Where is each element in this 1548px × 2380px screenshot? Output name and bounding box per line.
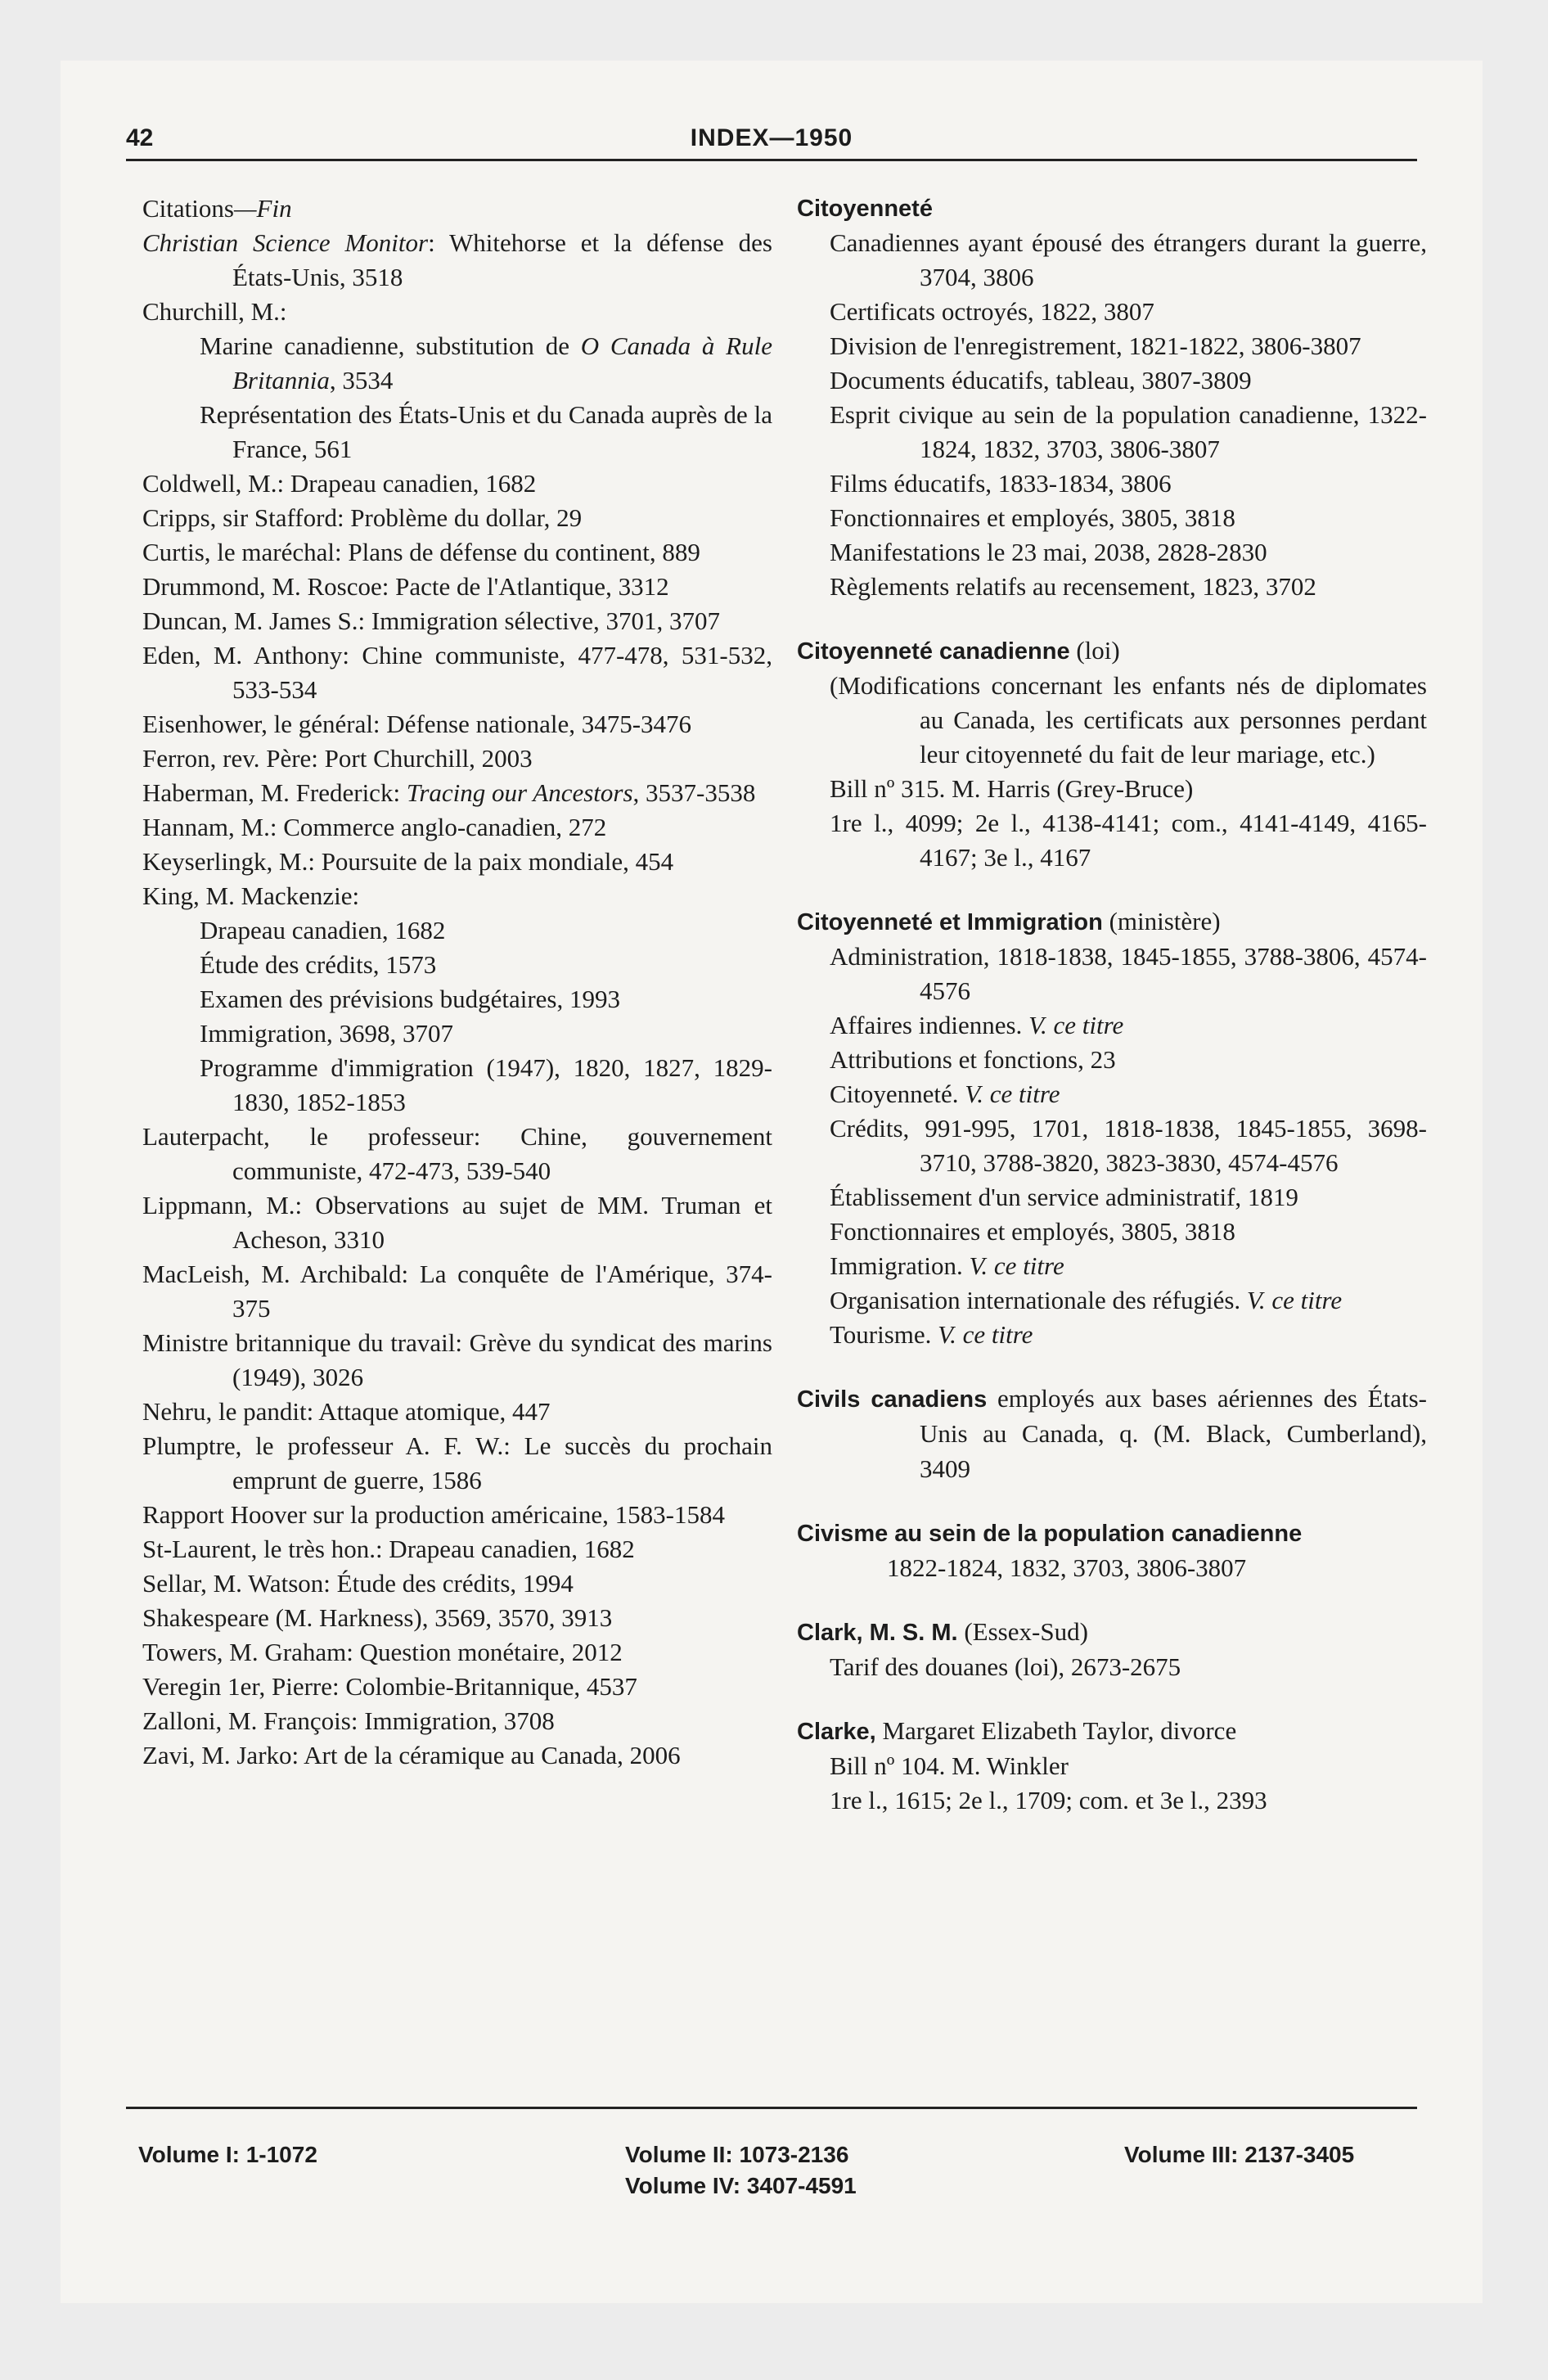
entry-text: Shakespeare (M. Harkness), 3569, 3570, 3913 (142, 1603, 613, 1632)
left-column (142, 192, 772, 1773)
heading-term: Citoyenneté et Immigration (797, 909, 1103, 935)
index-heading-group (797, 1382, 1427, 1487)
index-entry (142, 1257, 772, 1326)
index-entry (797, 501, 1427, 535)
index-entry (142, 501, 772, 535)
entry-text: Documents éducatifs, tableau, 3807-3809 (830, 366, 1252, 394)
index-entry (797, 1318, 1427, 1352)
entry-text: Fonctionnaires et employés, 3805, 3818 (830, 503, 1235, 532)
index-entry (797, 467, 1427, 501)
entry-text: 1822-1824, 1832, 3703, 3806-3807 (887, 1553, 1247, 1582)
index-entry (142, 226, 772, 295)
entry-text: Étude des crédits, 1573 (200, 950, 437, 979)
entry-text: Affaires indiennes. (830, 1011, 1029, 1039)
entry-text: Bill nº 104. M. Winkler (830, 1751, 1069, 1780)
entry-text: Attributions et fonctions, 23 (830, 1045, 1116, 1074)
entry-text: Esprit civique au sein de la population canadienne, 1322-1824, 1832, 3703, 3806-3807 (830, 400, 1427, 463)
entry-text: Hannam, M.: Commerce anglo-canadien, 272 (142, 813, 607, 841)
entry-text: Eden, M. Anthony: Chine communiste, 477-478, 531-532, 533-534 (142, 641, 772, 704)
entry-text: Keyserlingk, M.: Poursuite de la paix mondiale, 454 (142, 847, 674, 876)
index-heading (797, 192, 1427, 226)
entry-text: Towers, M. Graham: Question monétaire, 2012 (142, 1638, 623, 1666)
index-entry (142, 398, 772, 467)
entry-suffix: , 3534 (329, 366, 394, 394)
index-entry (797, 1215, 1427, 1249)
entry-text: Organisation internationale des réfugiés. (830, 1286, 1247, 1314)
entry-text: Tourisme. (830, 1320, 938, 1349)
index-entry (142, 845, 772, 879)
entry-text: Zavi, M. Jarko: Art de la céramique au Canada, 2006 (142, 1741, 681, 1769)
index-entry (797, 363, 1427, 398)
entry-text: Manifestations le 23 mai, 2038, 2828-2830 (830, 538, 1267, 566)
heading-term: Clarke, (797, 1719, 876, 1745)
index-entry (142, 1738, 772, 1773)
index-entry (142, 604, 772, 638)
index-entry (142, 1566, 772, 1601)
entry-text: (Modifications concernant les enfants nés de diplomates au Canada, les certificats aux personnes perdant leur citoyenneté du fait de leur mariage, etc.) (830, 671, 1427, 769)
entry-text: Tarif des douanes (loi), 2673-2675 (830, 1652, 1181, 1681)
entry-italic: V. ce titre (965, 1080, 1060, 1108)
index-entry (142, 467, 772, 501)
entry-text: Sellar, M. Watson: Étude des crédits, 1994 (142, 1569, 574, 1598)
page-number: 42 (126, 124, 154, 151)
entry-title-italic: Christian Science Monitor (142, 228, 429, 257)
index-entry (797, 1783, 1427, 1818)
entry-text: MacLeish, M. Archibald: La conquête de l'Amérique, 374-375 (142, 1260, 772, 1323)
index-heading-group (797, 1517, 1427, 1585)
footer-volume-3: Volume III: 2137-3405 (1124, 2142, 1355, 2167)
index-entry (142, 1016, 772, 1051)
page-sheet (61, 61, 1483, 2303)
index-entry (142, 295, 772, 329)
entry-text: Fonctionnaires et employés, 3805, 3818 (830, 1217, 1235, 1246)
heading-term: Clark, M. S. M. (797, 1620, 958, 1646)
index-heading-group (797, 904, 1427, 1352)
heading-term: Citoyenneté canadienne (797, 638, 1070, 665)
index-heading-group (797, 633, 1427, 875)
entry-text: Drapeau canadien, 1682 (200, 916, 446, 944)
entry-text: Eisenhower, le général: Défense nationale, 3475-3476 (142, 710, 692, 738)
index-entry (142, 535, 772, 570)
index-entry (797, 1749, 1427, 1783)
entry-text: Films éducatifs, 1833-1834, 3806 (830, 469, 1172, 498)
heading-term: Citoyenneté (797, 196, 933, 222)
heading-term: Civils canadiens (797, 1386, 988, 1413)
entry-text: Établissement d'un service administratif, 1819 (830, 1183, 1298, 1211)
entry-text: Examen des prévisions budgétaires, 1993 (200, 985, 620, 1013)
entry-italic: V. ce titre (969, 1251, 1064, 1280)
index-heading (797, 1382, 1427, 1487)
heading-qualifier: (loi) (1069, 636, 1120, 665)
entry-suffix: , 3537-3538 (632, 778, 756, 807)
index-heading (797, 1714, 1427, 1749)
page-header (126, 110, 1417, 161)
index-entry (797, 1077, 1427, 1111)
entry-text: Administration, 1818-1838, 1845-1855, 3788-3806, 4574-4576 (830, 942, 1427, 1005)
heading-qualifier: (ministère) (1102, 907, 1221, 935)
entry-text: Lippmann, M.: Observations au sujet de MM. Truman et Acheson, 3310 (142, 1191, 772, 1254)
entry-text: Lauterpacht, le professeur: Chine, gouvernement communiste, 472-473, 539-540 (142, 1122, 772, 1185)
index-entry (797, 669, 1427, 772)
entry-text: Zalloni, M. François: Immigration, 3708 (142, 1706, 555, 1735)
footer-volume-2: Volume II: 1073-2136 (625, 2142, 849, 2167)
index-entry (797, 295, 1427, 329)
entry-text: Canadiennes ayant épousé des étrangers durant la guerre, 3704, 3806 (830, 228, 1427, 291)
index-entry (142, 1326, 772, 1395)
entry-text: Immigration. (830, 1251, 970, 1280)
entry-text: Immigration, 3698, 3707 (200, 1019, 453, 1048)
index-entry (142, 570, 772, 604)
index-entry (142, 948, 772, 982)
index-entry (797, 329, 1427, 363)
entry-text: Churchill, M.: (142, 297, 287, 326)
index-heading-group (797, 192, 1427, 604)
footer-rule (126, 2107, 1417, 2109)
entry-text: Curtis, le maréchal: Plans de défense du continent, 889 (142, 538, 700, 566)
entry-italic: O Canada à Rule Britannia (232, 331, 772, 394)
index-entry (142, 982, 772, 1016)
entry-text: 1re l., 4099; 2e l., 4138-4141; com., 4141-4149, 4165-4167; 3e l., 4167 (830, 809, 1427, 872)
index-heading-group (797, 1714, 1427, 1818)
entry-text: Coldwell, M.: Drapeau canadien, 1682 (142, 469, 537, 498)
entry-text: Cripps, sir Stafford: Problème du dollar, 29 (142, 503, 583, 532)
continuation-suffix: —Fin (233, 194, 292, 223)
entry-text: Haberman, M. Frederick: (142, 778, 407, 807)
index-entry (142, 1704, 772, 1738)
continuation-heading-text: Citations (142, 194, 234, 223)
index-entry (797, 940, 1427, 1008)
index-entry (142, 1429, 772, 1498)
index-entry (797, 570, 1427, 604)
index-entry (797, 535, 1427, 570)
index-entry (797, 1650, 1427, 1684)
entry-text: Ministre britannique du travail: Grève du syndicat des marins (1949), 3026 (142, 1328, 772, 1391)
index-entry (142, 1120, 772, 1188)
index-entry (797, 1551, 1427, 1585)
index-entry (797, 1283, 1427, 1318)
index-entry (797, 1249, 1427, 1283)
entry-italic: V. ce titre (938, 1320, 1033, 1349)
index-entry (142, 1670, 772, 1704)
right-column (797, 192, 1427, 1818)
entry-text: Citoyenneté. (830, 1080, 965, 1108)
index-entry (797, 1111, 1427, 1180)
footer-volume-1: Volume I: 1-1072 (138, 2142, 317, 2167)
index-heading (797, 633, 1427, 669)
entry-text: Veregin 1er, Pierre: Colombie-Britannique, 4537 (142, 1672, 637, 1701)
entry-text: Règlements relatifs au recensement, 1823, 3702 (830, 572, 1316, 601)
entry-text: Ferron, rev. Père: Port Churchill, 2003 (142, 744, 533, 773)
entry-text: King, M. Mackenzie: (142, 881, 360, 910)
heading-qualifier: (Essex-Sud) (957, 1617, 1088, 1646)
footer-volumes-2-4 (625, 2139, 857, 2202)
index-entry (797, 772, 1427, 806)
index-entry (142, 913, 772, 948)
entry-text: Plumptre, le professeur A. F. W.: Le succès du prochain emprunt de guerre, 1586 (142, 1431, 772, 1494)
heading-qualifier: employés aux bases aériennes des États-Unis au Canada, q. (M. Black, Cumberland), 3409 (920, 1384, 1427, 1483)
index-entry (142, 707, 772, 741)
entry-text: : Whitehorse et la défense des États-Unis, 3518 (232, 228, 772, 291)
index-entry (142, 1601, 772, 1635)
entry-italic: V. ce titre (1246, 1286, 1343, 1314)
heading-qualifier: Margaret Elizabeth Taylor, divorce (875, 1716, 1237, 1745)
index-entry (142, 638, 772, 707)
index-entry (797, 1043, 1427, 1077)
index-heading (797, 1517, 1427, 1551)
index-entry (142, 1051, 772, 1120)
index-entry (797, 1008, 1427, 1043)
entry-italic: Tracing our Ancestors (406, 778, 633, 807)
entry-text: Programme d'immigration (1947), 1820, 1827, 1829-1830, 1852-1853 (200, 1053, 772, 1116)
entry-text: Bill nº 315. M. Harris (Grey-Bruce) (830, 774, 1194, 803)
index-entry (142, 329, 772, 398)
index-entry (142, 810, 772, 845)
entry-text: St-Laurent, le très hon.: Drapeau canadien, 1682 (142, 1535, 635, 1563)
index-entry (797, 226, 1427, 295)
entry-text: Certificats octroyés, 1822, 3807 (830, 297, 1154, 326)
index-heading (797, 904, 1427, 940)
index-entry (142, 1635, 772, 1670)
continuation-heading (142, 192, 772, 226)
index-entry (142, 776, 772, 810)
entry-text: 1re l., 1615; 2e l., 1709; com. et 3e l., 2393 (830, 1786, 1267, 1814)
index-entry (797, 806, 1427, 875)
entry-text: Rapport Hoover sur la production américaine, 1583-1584 (142, 1500, 725, 1529)
entry-text: Division de l'enregistrement, 1821-1822, 3806-3807 (830, 331, 1361, 360)
running-title: INDEX—1950 (690, 124, 853, 151)
index-entry (142, 1532, 772, 1566)
entry-text: Nehru, le pandit: Attaque atomique, 447 (142, 1397, 551, 1426)
entry-text: Drummond, M. Roscoe: Pacte de l'Atlantique, 3312 (142, 572, 669, 601)
entry-italic: V. ce titre (1028, 1011, 1124, 1039)
index-entry (142, 1188, 772, 1257)
index-heading (797, 1615, 1427, 1650)
entry-text: Marine canadienne, substitution de (200, 331, 581, 360)
index-entry (142, 741, 772, 776)
index-entry (142, 879, 772, 913)
entry-text: Représentation des États-Unis et du Canada auprès de la France, 561 (200, 400, 772, 463)
index-entry (797, 1180, 1427, 1215)
entry-text: Crédits, 991-995, 1701, 1818-1838, 1845-1855, 3698-3710, 3788-3820, 3823-3830, 4574-4576 (830, 1114, 1427, 1177)
index-entry (142, 1498, 772, 1532)
index-heading-group (797, 1615, 1427, 1684)
index-entry (142, 1395, 772, 1429)
heading-term: Civisme au sein de la population canadienne (797, 1521, 1303, 1547)
footer-volume-4: Volume IV: 3407-4591 (625, 2173, 857, 2198)
entry-text: Duncan, M. James S.: Immigration sélective, 3701, 3707 (142, 606, 720, 635)
index-entry (797, 398, 1427, 467)
